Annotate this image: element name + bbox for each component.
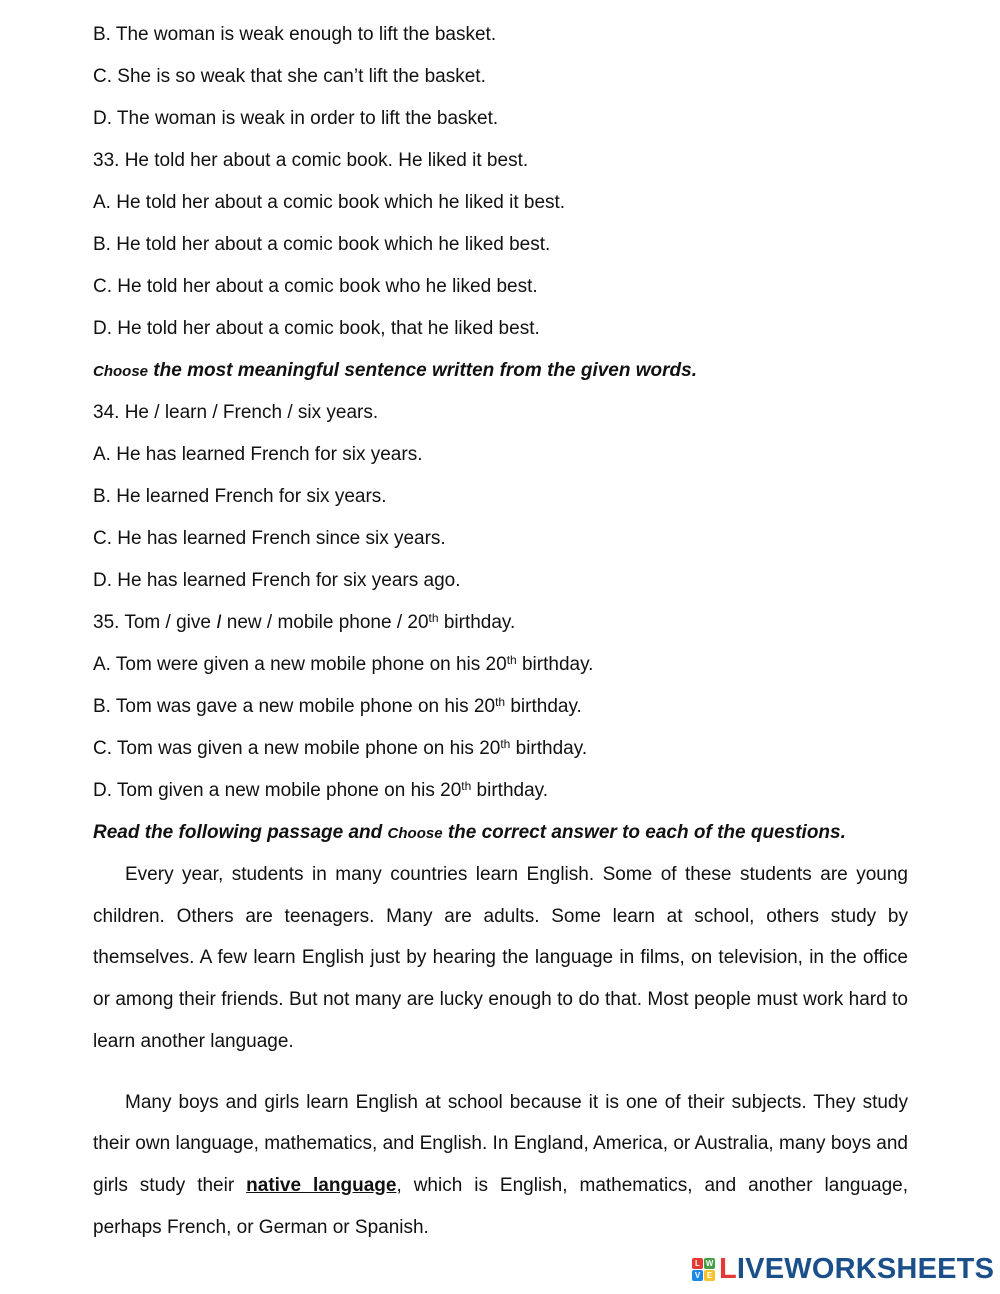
option-35a <box>93 644 908 686</box>
logo-rest: IVEWORKSHEETS <box>736 1252 995 1285</box>
instruction-reading-choose: Choose <box>387 825 443 842</box>
q35-sup: th <box>428 611 439 625</box>
option-35b-text: B. Tom was gave a new mobile phone on his 20 <box>93 696 496 717</box>
instruction-reading <box>93 812 908 854</box>
option-35c <box>93 728 908 770</box>
question-35 <box>93 602 908 644</box>
option-35a-end: birthday. <box>516 654 594 675</box>
logo-tile-l: L <box>692 1258 703 1269</box>
option-35a-sup: th <box>506 653 517 667</box>
worksheet-page <box>93 14 908 1267</box>
q35-text-a: 35. Tom / give <box>93 612 217 633</box>
liveworksheets-logo-text <box>719 1253 994 1286</box>
passage-paragraph-2-text-b: , which is English, mathematics, and another language, perhaps French, or German or Spanish. <box>93 1174 909 1238</box>
option-35d-end: birthday. <box>471 780 549 801</box>
passage-paragraph-1 <box>93 854 908 1063</box>
logo-tile-v: V <box>692 1270 703 1281</box>
option-35b-sup: th <box>495 695 506 709</box>
instruction-text: the most meaningful sentence written from the given words. <box>148 360 697 381</box>
liveworksheets-logo-icon <box>692 1258 715 1281</box>
passage-paragraph-2 <box>93 1082 908 1249</box>
option-35b-end: birthday. <box>505 696 582 717</box>
option-32c: C. She is so weak that she can’t lift the basket. <box>93 66 486 87</box>
option-35b <box>93 686 908 728</box>
option-35c-sup: th <box>500 737 511 751</box>
native-language-term: native language <box>246 1174 397 1196</box>
instruction-reading-post: the correct answer to each of the questions. <box>442 822 846 843</box>
option-35d-text: D. Tom given a new mobile phone on his 20 <box>93 780 462 801</box>
option-34b: B. He learned French for six years. <box>93 486 387 507</box>
option-34c: C. He has learned French since six years. <box>93 528 446 549</box>
option-33b: B. He told her about a comic book which he liked best. <box>93 234 551 255</box>
option-35d <box>93 770 908 812</box>
q35-text-c: birthday. <box>438 612 516 633</box>
option-32b: B. The woman is weak enough to lift the basket. <box>93 24 497 45</box>
liveworksheets-logo <box>692 1254 994 1284</box>
option-35a-text: A. Tom were given a new mobile phone on his 20 <box>93 654 507 675</box>
option-33c: C. He told her about a comic book who he liked best. <box>93 276 538 297</box>
question-33: 33. He told her about a comic book. He liked it best. <box>93 150 529 171</box>
option-35d-sup: th <box>461 779 472 793</box>
question-34: 34. He / learn / French / six years. <box>93 402 379 423</box>
instruction-reading-pre: Read the following passage and <box>93 822 388 843</box>
option-34a: A. He has learned French for six years. <box>93 444 423 465</box>
q35-italic: I <box>216 612 222 633</box>
option-32d: D. The woman is weak in order to lift the basket. <box>93 108 499 129</box>
instruction-choose-word: Choose <box>93 363 149 380</box>
q35-text-b: new / mobile phone / 20 <box>221 612 429 633</box>
passage-paragraph-2-text-a: Many boys and girls learn English at school because it is one of their subjects. They study their own language, mathematics, and English. In England, America, or Australia, many boys and girls study their <box>93 1091 908 1196</box>
option-35c-text: C. Tom was given a new mobile phone on his 20 <box>93 738 501 759</box>
option-35c-end: birthday. <box>510 738 588 759</box>
option-33d: D. He told her about a comic book, that he liked best. <box>93 318 540 339</box>
logo-tile-e: E <box>704 1270 715 1281</box>
logo-first-letter: L <box>719 1252 737 1285</box>
passage-paragraph-1-text: Every year, students in many countries learn English. Some of these students are young children. Others are teenagers. Many are adults. Some learn at school, others study by themselves. A few learn English just by hearing the language in films, on television, in the office or among their friends. But not many are lucky enough to do that. Most people must work hard to learn another language. <box>93 864 908 1052</box>
option-33a: A. He told her about a comic book which he liked it best. <box>93 192 566 213</box>
instruction-sentence-building <box>93 350 908 392</box>
option-34d: D. He has learned French for six years ago. <box>93 570 461 591</box>
logo-tile-w: W <box>705 1258 714 1268</box>
